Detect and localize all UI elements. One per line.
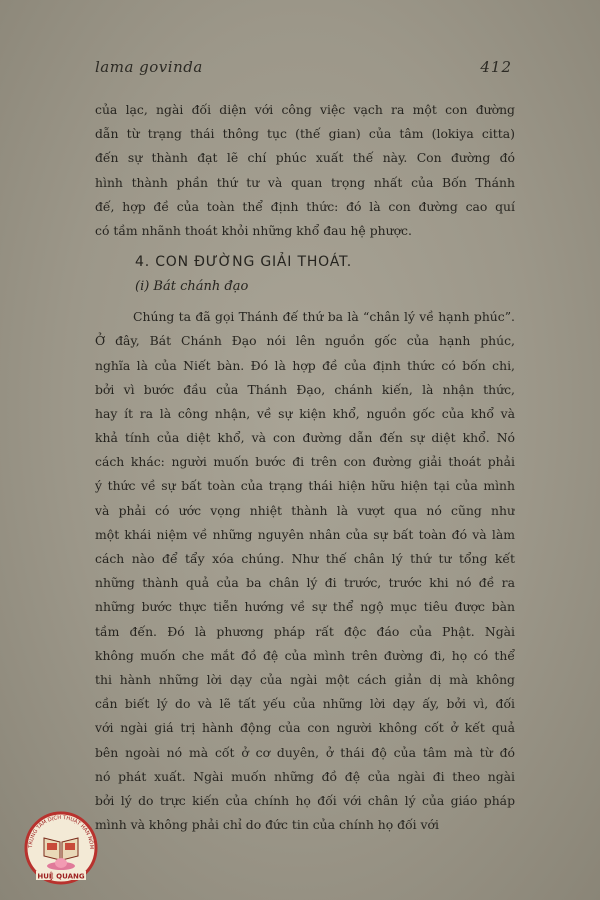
text-line: những bước thực tiễn hướng về sự thể ngộ mục tiêu được bàn: [95, 599, 515, 615]
page-number: 412: [480, 58, 512, 76]
page-header: [95, 58, 512, 80]
text-line: Chúng ta đã gọi Thánh đế thứ ba là “chân lý về hạnh phúc”.: [133, 309, 515, 325]
text-line: dẫn từ trạng thái thông tục (thế gian) của tâm (lokiya citta): [95, 126, 515, 142]
text-line: nó phát xuất. Ngài muốn những đồ đệ của ngài đi theo ngài: [95, 768, 515, 784]
text-line: có tầm nhãnh thoát khỏi những khổ đau hệ phược.: [95, 222, 412, 238]
text-line: ý thức về sự bất toàn của trạng thái hiện hữu hiện tại của mình: [95, 478, 515, 494]
text-line: hình thành phần thứ tư và quan trọng nhất của Bốn Thánh: [95, 174, 515, 190]
running-head: lama govinda: [95, 58, 203, 76]
text-line: tầm đến. Đó là phương pháp rất độc đáo của Phật. Ngài: [95, 623, 515, 639]
text-line: cách khác: người muốn bước đi trên con đường giải thoát phải: [95, 454, 515, 470]
page-body: [95, 98, 515, 837]
text-line: cần biết lý do và lẽ tất yếu của những lời dạy ấy, bởi vì, đối: [95, 696, 515, 712]
text-line: cách nào để tẩy xóa chúng. Như thế chân lý thứ tư tổng kết: [95, 551, 515, 566]
text-line: những thành quả của ba chân lý đi trước, trước khi nó đề ra: [95, 575, 515, 591]
text-line: của lạc, ngài đối diện với công việc vạch ra một con đường: [95, 102, 515, 117]
section-heading: 4. CON ĐƯỜNG GIẢI THOÁT.: [135, 254, 352, 271]
text-line: bởi lý do trực kiến của chính họ đối với chân lý của giáo pháp: [95, 792, 515, 808]
logo-ring-text: TRUNG TÂM DỊCH THUẬT HÁN NÔM: [27, 814, 95, 850]
paragraph-1: [95, 98, 515, 243]
text-line: thi hành những lời dạy của ngài một cách giản dị mà không: [95, 671, 515, 687]
text-line: mình và không phải chỉ do đức tin của chính họ đối với: [95, 817, 439, 833]
text-line: nghĩa là của Niết bàn. Đó là hợp đề của định thức có bốn chi,: [95, 357, 515, 373]
text-line: đế, hợp đề của toàn thể định thức: đó là con đường cao quí: [95, 198, 515, 214]
section-subheading: (i) Bát chánh đạo: [135, 279, 249, 295]
text-line: bên ngoài nó mà cốt ở cơ duyên, ở thái độ của tâm mà từ đó: [95, 744, 515, 760]
hue-quang-logo-icon: [22, 808, 100, 888]
text-line: với ngài giá trị hành động của con người không cốt ở kết quả: [95, 720, 515, 736]
text-line: và phải có ước vọng nhiệt thành là vượt qua nó cũng như: [95, 502, 515, 518]
text-line: một khái niệm về những nguyên nhân của sự bất toàn đó và làm: [95, 526, 515, 542]
text-line: đến sự thành đạt lẽ chí phúc xuất thế này. Con đường đó: [95, 150, 515, 166]
text-line: không muốn che mắt đồ đệ của mình trên đường đi, họ có thể: [95, 647, 515, 663]
paragraph-2: [95, 305, 515, 837]
text-line: bởi vì bước đầu của Thánh Đạo, chánh kiến, là nhận thức,: [95, 381, 515, 397]
text-line: Ở đây, Bát Chánh Đạo nói lên nguồn gốc của hạnh phúc,: [95, 333, 515, 349]
logo-name: HUỆ QUANG: [37, 872, 85, 881]
text-line: khả tính của diệt khổ, và con đường dẫn đến sự diệt khổ. Nó: [95, 430, 515, 446]
text-line: hay ít ra là công nhận, về sự kiện khổ, nguồn gốc của khổ và: [95, 405, 515, 421]
